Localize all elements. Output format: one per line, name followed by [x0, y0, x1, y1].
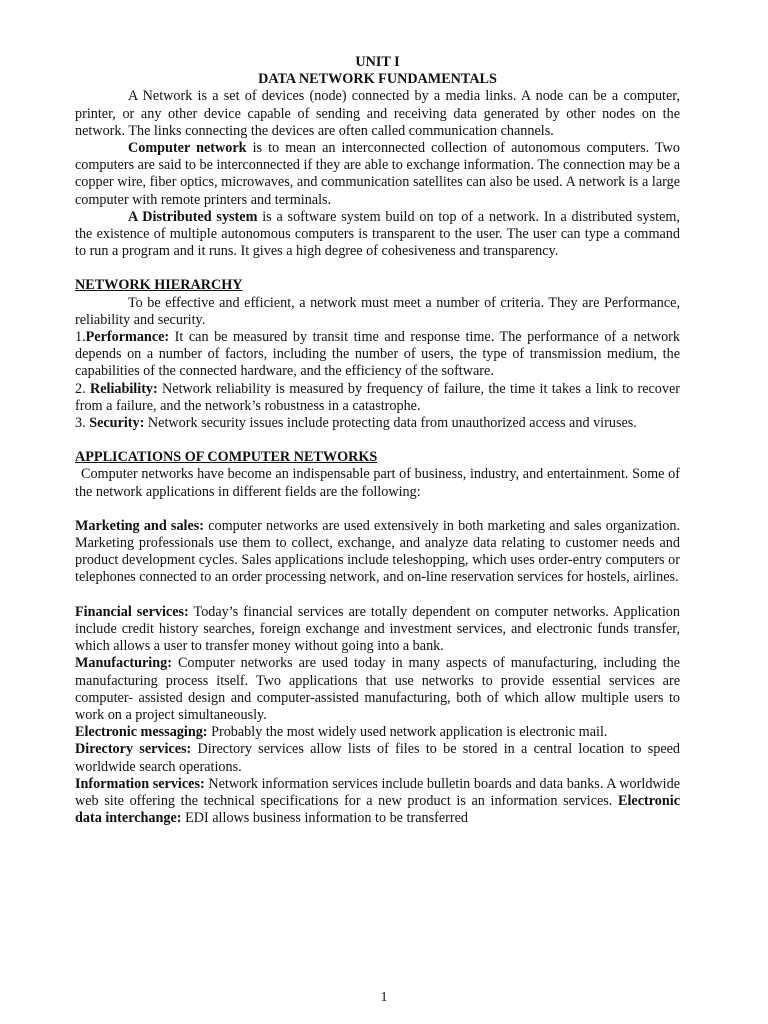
unit-label: UNIT I	[355, 54, 400, 70]
heading-applications: APPLICATIONS OF COMPUTER NETWORKS	[75, 449, 378, 466]
applications-intro: Computer networks have become an indispensable part of business, industry, and entertainment. Some of the network applications in different fields are the following:	[75, 466, 680, 500]
term-computer-network: Computer network	[128, 140, 247, 157]
hierarchy-intro: To be effective and efficient, a network must meet a number of criteria. They are Performance, reliability and security.	[75, 294, 680, 328]
page-content	[75, 54, 680, 827]
application-information-services: Information services: Network information services include bulletin boards and data banks. A worldwide web site offering the technical specifications for a new product is an information services. Electronic data interchange: EDI allows business information to be transferred	[75, 775, 680, 827]
intro-paragraph-computer-network: Computer network is to mean an interconnected collection of autonomous computers. Two computers are said to be interconnected if they are able to exchange information. The connection may be a copper wire, fiber optics, microwaves, and communication satellites can also be used. A network is a large computer with remote printers and terminals.	[75, 140, 680, 208]
heading-network-hierarchy: NETWORK HIERARCHY	[75, 277, 243, 294]
intro-paragraph-distributed-system: A Distributed system is a software system build on top of a network. In a distributed system, the existence of multiple autonomous computers is transparent to the user. The user can type a command to run a program and it runs. It gives a high degree of cohesiveness and transparency.	[75, 208, 680, 260]
hierarchy-item-performance: 1.Performance: It can be measured by transit time and response time. The performance of a network depends on a number of factors, including the number of users, the type of transmission medium, the capabilities of the connected hardware, and the efficiency of the software.	[75, 329, 680, 380]
application-manufacturing: Manufacturing: Computer networks are used today in many aspects of manufacturing, including the manufacturing process itself. Two applications that use networks to provide essential services are computer- assisted design and computer-assisted manufacturing, both of which allow multiple users to work on a project simultaneously.	[75, 655, 680, 723]
application-financial: Financial services: Today’s financial services are totally dependent on computer networks. Application include credit history searches, foreign exchange and investment services, and electronic funds transfer, which allows a user to transfer money without going into a bank.	[75, 603, 680, 655]
term-distributed-system: A Distributed system	[128, 208, 258, 225]
intro-paragraph-network: A Network is a set of devices (node) connected by a media links. A node can be a computer, printer, or any other device capable of sending and receiving data generated by other nodes on the network. The links connecting the devices are often called communication channels.	[75, 88, 680, 139]
application-directory-services: Directory services: Directory services allow lists of files to be stored in a central location to speed worldwide search operations.	[75, 741, 681, 775]
page-title: DATA NETWORK FUNDAMENTALS	[258, 71, 497, 88]
page-number: 1	[380, 990, 388, 1005]
hierarchy-item-reliability: 2. Reliability: Network reliability is measured by frequency of failure, the time it takes a link to recover from a failure, and the network’s robustness in a catastrophe.	[75, 380, 680, 414]
hierarchy-item-security: 3. Security: Network security issues include protecting data from unauthorized access and viruses.	[75, 415, 637, 432]
application-electronic-messaging: Electronic messaging: Probably the most widely used network application is electronic mail.	[75, 724, 608, 741]
application-marketing: Marketing and sales: computer networks are used extensively in both marketing and sales organization. Marketing professionals use them to collect, exchange, and analyze data relating to customer needs and product development cycles. Sales applications include teleshopping, which uses order-entry computers or telephones connected to an order processing network, and on-line reservation services for hostels, airlines.	[75, 517, 680, 586]
